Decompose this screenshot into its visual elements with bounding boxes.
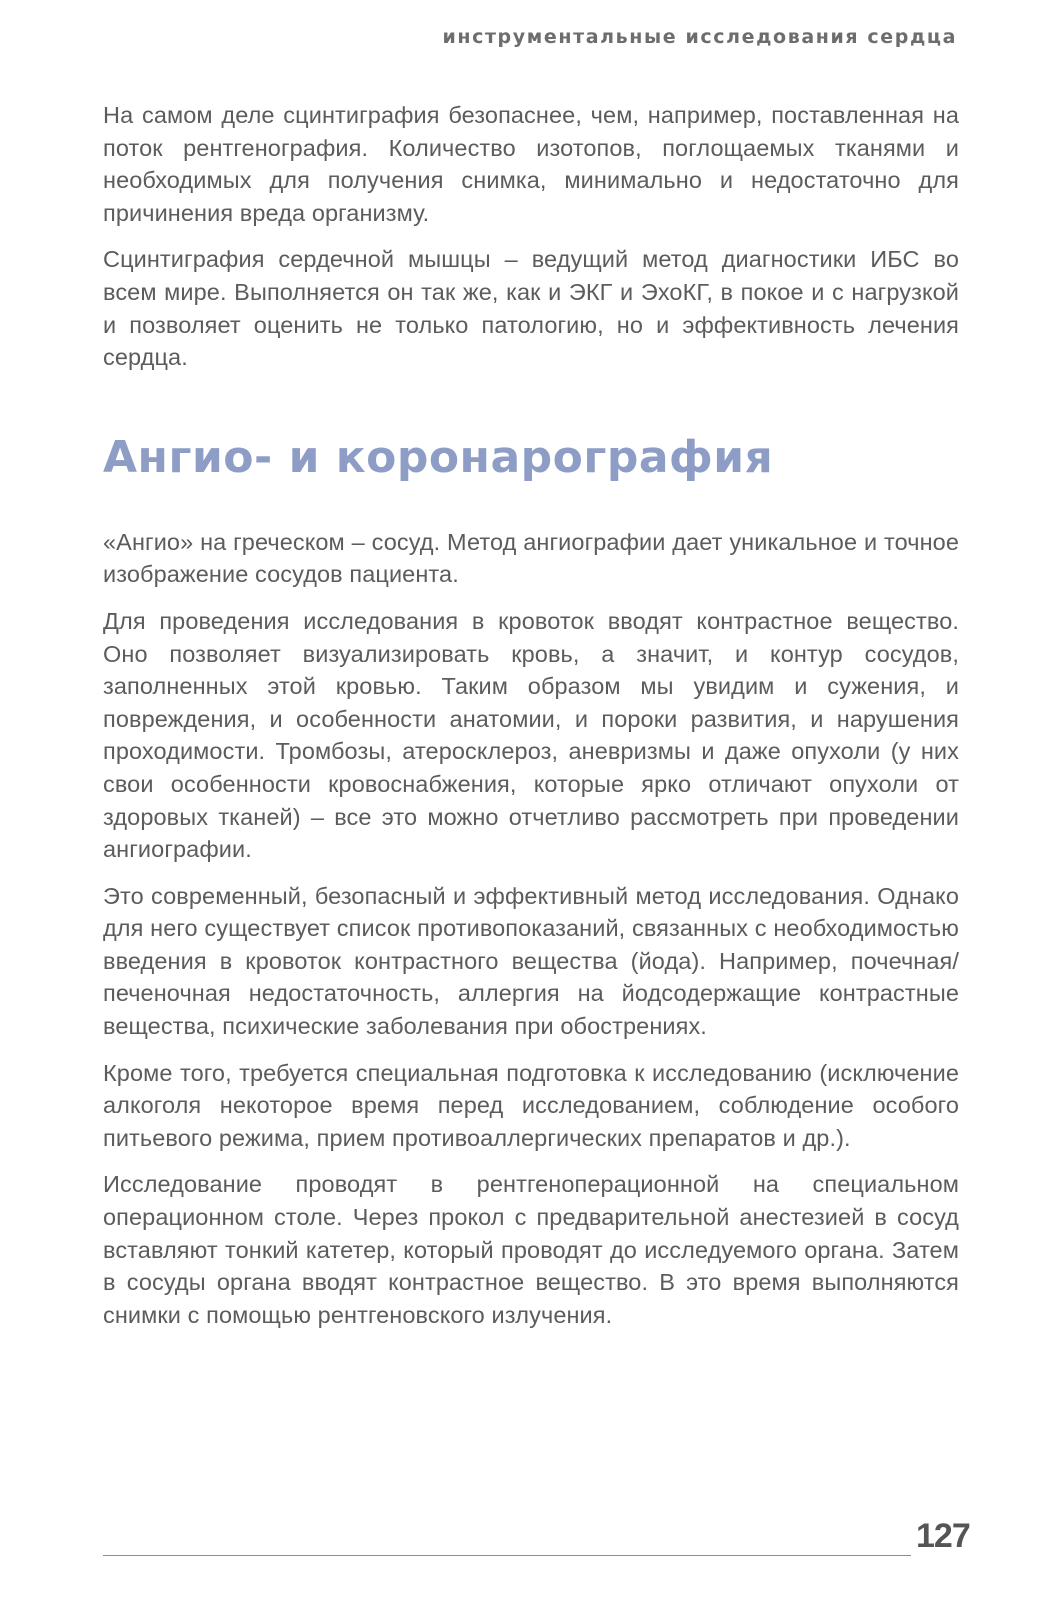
running-head: инструментальные исследования сердца	[442, 26, 957, 48]
page-number: 127	[916, 1517, 970, 1555]
section-paragraph-3: Это современный, безопасный и эффективный метод исследования. Однако для него существует список противопоказаний, связанных с необходимостью введения в кровоток контрастного вещества (йода). Например, почечная/печеночная недостаточность, аллергия на йодсодержащие контрастные вещества, психические заболевания при обострениях.	[103, 882, 959, 1040]
intro-paragraph-1: На самом деле сцинтиграфия безопаснее, чем, например, поставленная на поток рентгенография. Количество изотопов, поглощаемых тканями и необходимых для получения снимка, минимально и недостаточно для причинения вреда организму.	[103, 102, 959, 226]
section-paragraph-2: Для проведения исследования в кровоток вводят контрастное вещество. Оно позволяет визуализировать кровь, а значит, и контур сосудов, заполненных этой кровью. Таким образом мы увидим и сужения, и повреждения, и особенности анатомии, и пороки развития, и нарушения проходимости. Тромбозы, атеросклероз, аневризмы и даже опухоли (у них свои особенности кровоснабжения, которые ярко отличают опухоли от здоровых тканей) – все это можно отчетливо рассмотреть при проведении ангиографии.	[103, 607, 959, 863]
section-paragraph-4: Кроме того, требуется специальная подготовка к исследованию (исключение алкоголя некоторое время перед исследованием, соблюдение особого питьевого режима, прием противоаллергических препаратов и др.).	[103, 1059, 959, 1151]
footer-divider	[103, 1555, 911, 1556]
section-paragraph-5: Исследование проводят в рентгеноперационной на специальном операционном столе. Через прокол с предварительной анестезией в сосуд вставляют тонкий катетер, который проводят до исследуемого органа. Затем в сосуды органа вводят контрастное вещество. В это время выполняются снимки с помощью рентгеновского излучения.	[103, 1171, 959, 1328]
intro-paragraph-2: Сцинтиграфия сердечной мышцы – ведущий метод диагностики ИБС во всем мире. Выполняется он так же, как и ЭКГ и ЭхоКГ, в покое и с нагрузкой и позволяет оценить не только патологию, но и эффективность лечения сердца.	[103, 246, 959, 371]
page-body	[103, 99, 959, 1345]
section-paragraph-1: «Ангио» на греческом – сосуд. Метод ангиографии дает уникальное и точное изображение сосудов пациента.	[103, 528, 959, 588]
section-heading: Ангио- и коронарография	[103, 431, 774, 483]
